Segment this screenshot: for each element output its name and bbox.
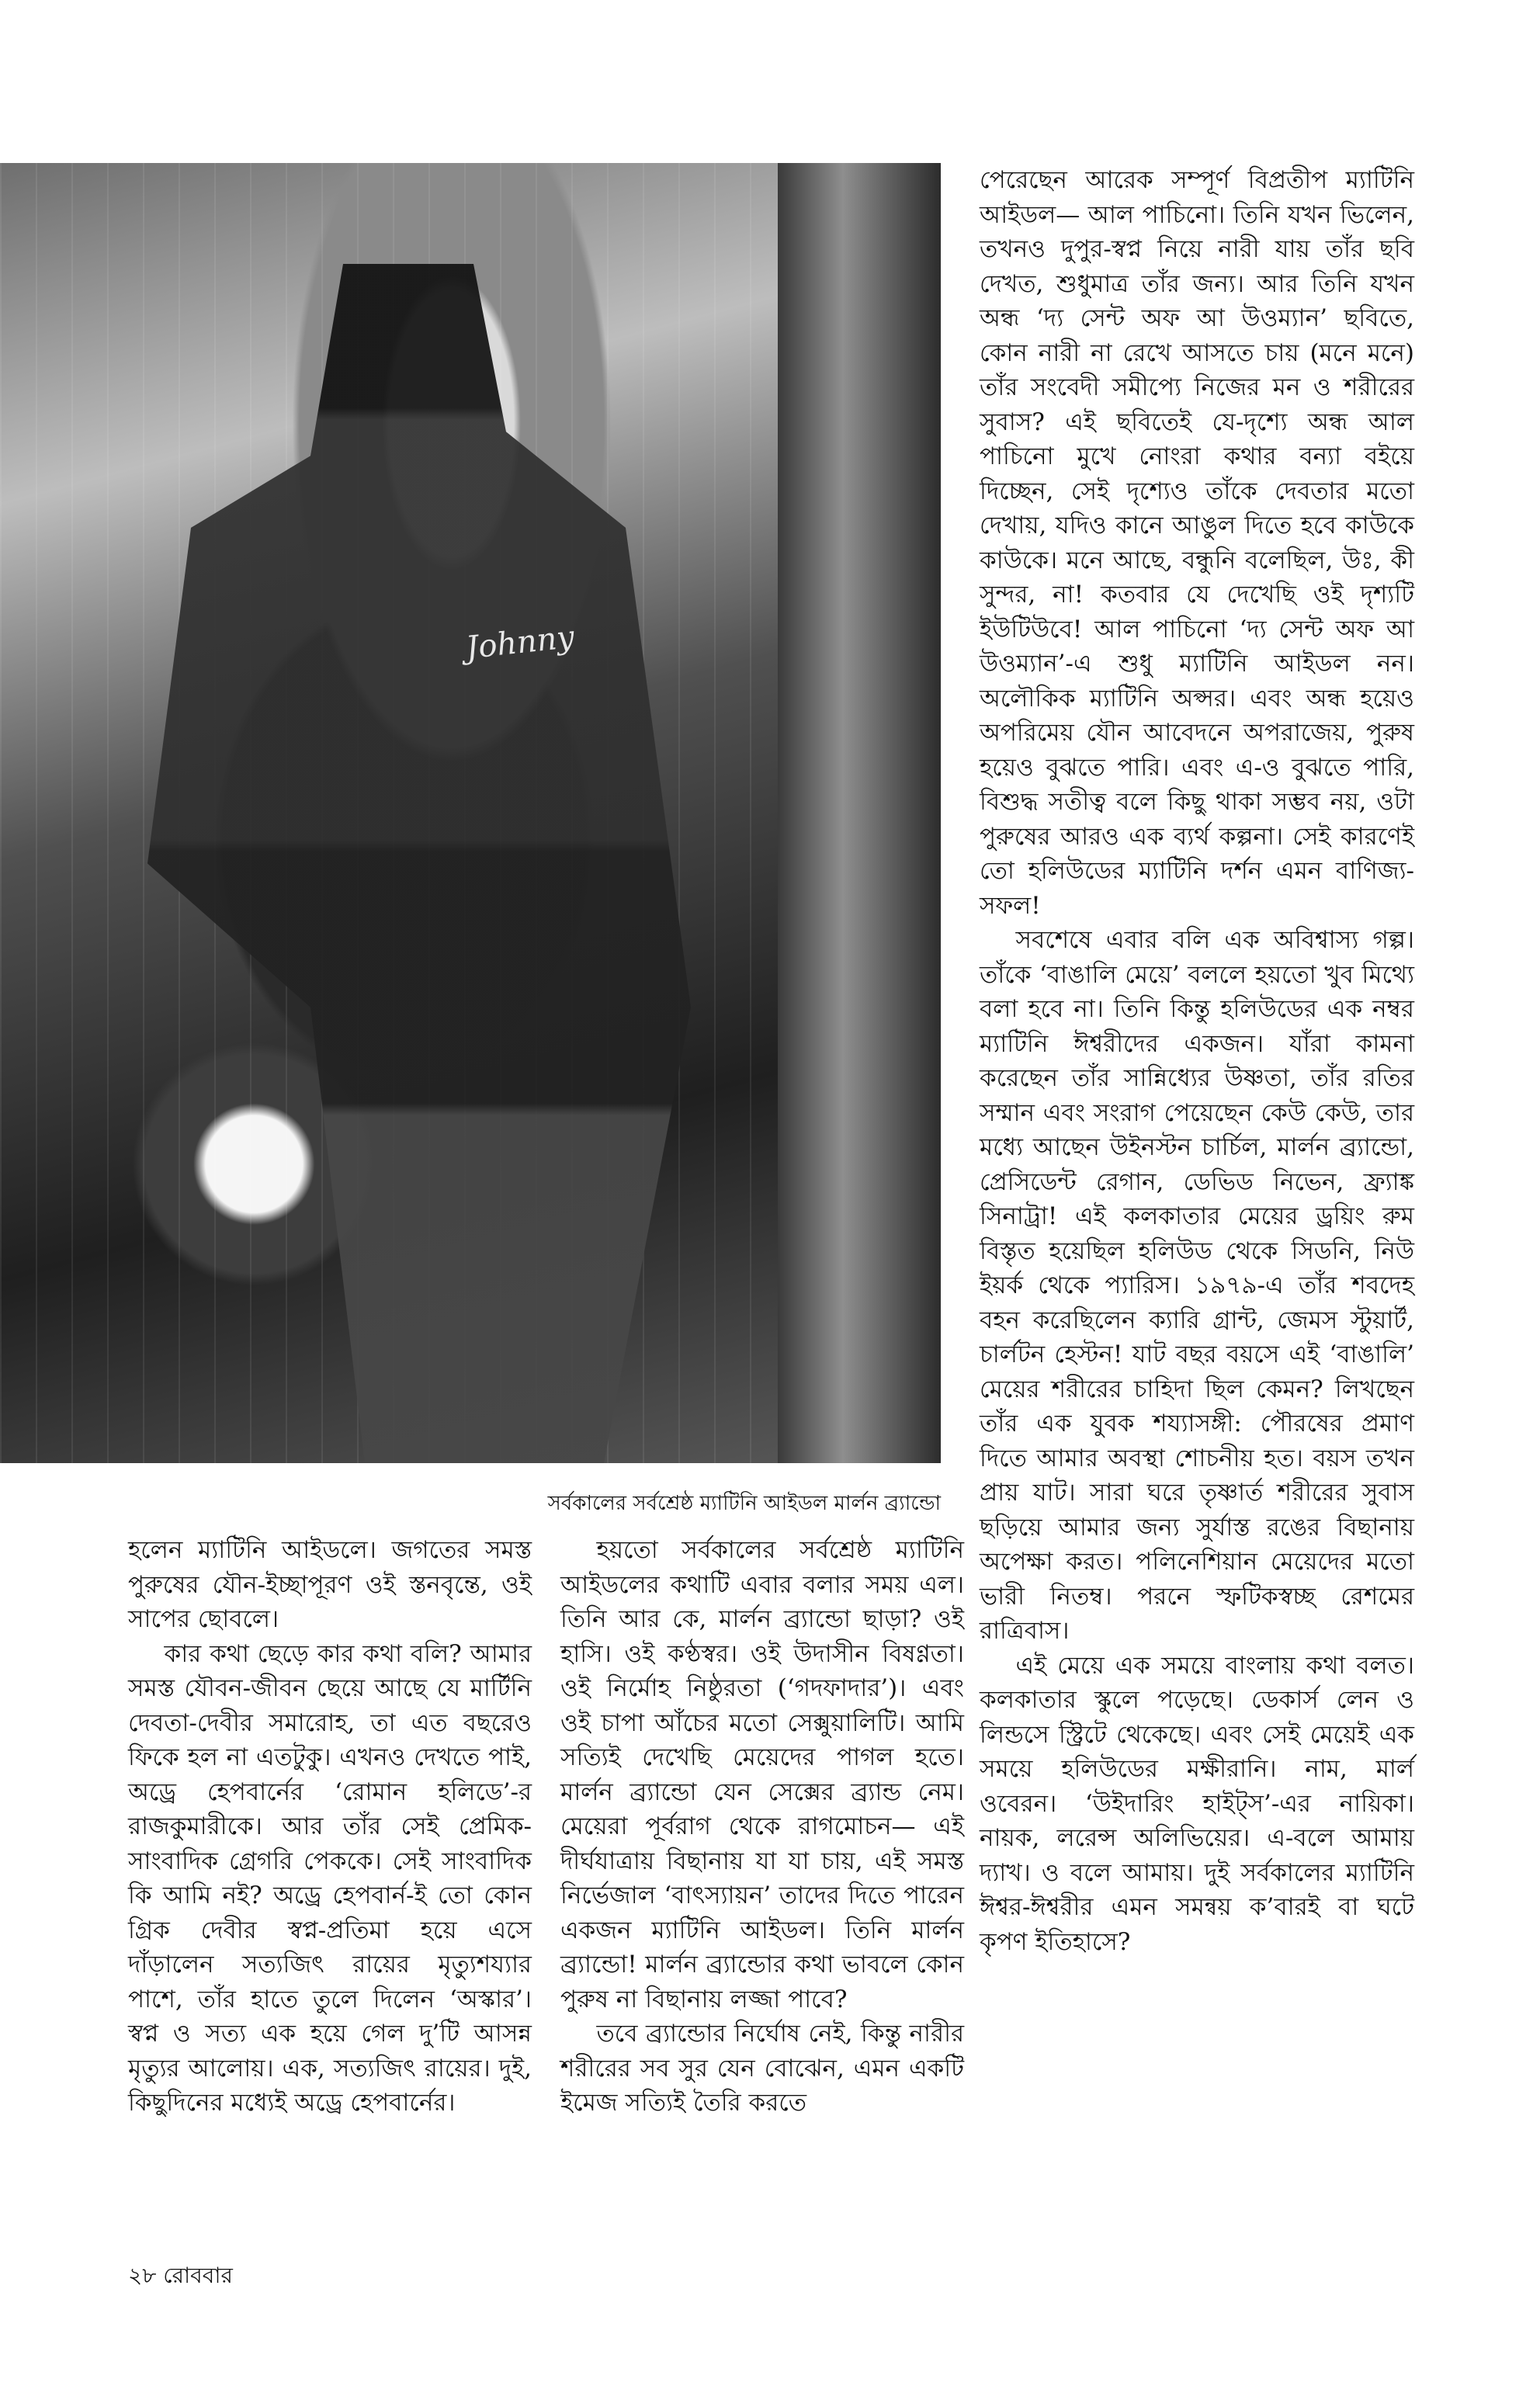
- photo-wooden-post: [778, 163, 941, 1463]
- paragraph: হলেন ম্যাটিনি আইডলে। জগতের সমস্ত পুরুষের যৌন-ইচ্ছাপূরণ ওই স্তনবৃন্তে, ওই সাপের ছোবলে।: [128, 1536, 532, 1633]
- paragraph: এই মেয়ে এক সময়ে বাংলায় কথা বলত। কলকাতার স্কুলে পড়েছে। ডেকার্স লেন ও লিন্ডসে স্ট্রিটে থেকেছে। এবং সেই মেয়েই এক সময়ে হলিউডের মক্ষীরানি। নাম, মার্ল ওবেরন। ‘উইদারিং হাইট্স’-এর নায়িকা। নায়ক, লরেন্স অলিভিয়ের। এ-বলে আমায় দ্যাখ। ও বলে আমায়। দুই সর্বকালের ম্যাটিনি ঈশ্বর-ঈশ্বরীর এমন সমন্বয় ক’বারই বা ঘটে কৃপণ ইতিহাসে?: [980, 1651, 1414, 1956]
- article-column-left: [128, 1533, 532, 2121]
- paragraph: পেরেছেন আরেক সম্পূর্ণ বিপ্রতীপ ম্যাটিনি আইডল— আল পাচিনো। তিনি যখন ভিলেন, তখনও দুপুর-স্বপ্ন নিয়ে নারী যায় তাঁর ছবি দেখত, শুধুমাত্র তাঁর জন্য। আর তিনি যখন অন্ধ ‘দ্য সেন্ট অফ আ উওম্যান’ ছবিতে, কোন নারী না রেখে আসতে চায় (মনে মনে) তাঁর সংবেদী সমীপ্যে নিজের মন ও শরীরের সুবাস? এই ছবিতেই যে-দৃশ্যে অন্ধ আল পাচিনো মুখে নোংরা কথার বন্যা বইয়ে দিচ্ছেন, সেই দৃশ্যেও তাঁকে দেবতার মতো দেখায়, যদিও কানে আঙুল দিতে হবে কাউকে কাউকে। মনে আছে, বন্ধুনি বলেছিল, উঃ, কী সুন্দর, না! কতবার যে দেখেছি ওই দৃশ্যটি ইউটিউবে! আল পাচিনো ‘দ্য সেন্ট অফ আ উওম্যান’-এ শুধু ম্যাটিনি আইডল নন। অলৌকিক ম্যাটিনি অপ্সর। এবং অন্ধ হয়েও অপরিমেয় যৌন আবেদনে অপরাজেয়, পুরুষ হয়েও বুঝতে পারি। এবং এ-ও বুঝতে পারি, বিশুদ্ধ সতীত্ব বলে কিছু থাকা সম্ভব নয়, ওটা পুরুষের আরও এক ব্যর্থ কল্পনা। সেই কারণেই তো হলিউডের ম্যাটিনি দর্শন এমন বাণিজ্য-সফল!: [980, 166, 1414, 920]
- photo-jacket-text: Johnny: [463, 619, 577, 667]
- paragraph: তবে ব্র্যান্ডোর নির্ঘোষ নেই, কিন্তু নারীর শরীরের সব সুর যেন বোঝেন, এমন একটি ইমেজ সত্যিই তৈরি করতে: [560, 2020, 964, 2117]
- paragraph: হয়তো সর্বকালের সর্বশ্রেষ্ঠ ম্যাটিনি আইডলের কথাটি এবার বলার সময় এল। তিনি আর কে, মার্লন ব্র্যান্ডো ছাড়া? ওই হাসি। ওই কণ্ঠস্বর। ওই উদাসীন বিষণ্ণতা। ওই নির্মোহ নিষ্ঠুরতা (‘গদফাদার’)। এবং ওই চাপা আঁচের মতো সেক্সুয়ালিটি। আমি সত্যিই দেখেছি মেয়েদের পাগল হতে। মার্লন ব্র্যান্ডো যেন সেক্সের ব্র্যান্ড নেম। মেয়েরা পূর্বরাগ থেকে রাগমোচন— এই দীর্ঘযাত্রায় বিছানায় যা যা চায়, এই সমস্ত নির্ভেজাল ‘বাৎস্যায়ন’ তাদের দিতে পারেন একজন ম্যাটিনি আইডল। তিনি মার্লন ব্র্যান্ডো! মার্লন ব্র্যান্ডোর কথা ভাবলে কোন পুরুষ না বিছানায় লজ্জা পাবে?: [560, 1536, 964, 2013]
- article-column-middle: [560, 1533, 964, 2121]
- photo-marlon-brando: [0, 163, 941, 1463]
- magazine-name: রোববার: [163, 2263, 233, 2288]
- photo-caption: সর্বকালের সর্বশ্রেষ্ঠ ম্যাটিনি আইডল মার্লন ব্র্যান্ডো: [547, 1492, 941, 1515]
- photo-figure-silhouette: [147, 264, 691, 1463]
- article-column-right: [980, 163, 1414, 1959]
- page-footer: [128, 2259, 233, 2295]
- paragraph: কার কথা ছেড়ে কার কথা বলি? আমার সমস্ত যৌবন-জীবন ছেয়ে আছে যে মার্টিনি দেবতা-দেবীর সমারোহ, তা এত বছরেও ফিকে হল না এতটুকু। এখনও দেখতে পাই, অড্রে হেপবার্নের ‘রোমান হলিডে’-র রাজকুমারীকে। আর তাঁর সেই প্রেমিক-সাংবাদিক গ্রেগরি পেককে। সেই সাংবাদিক কি আমি নই? অড্রে হেপবার্ন-ই তো কোন গ্রিক দেবীর স্বপ্ন-প্রতিমা হয়ে এসে দাঁড়ালেন সত্যজিৎ রায়ের মৃত্যুশয্যার পাশে, তাঁর হাতে তুলে দিলেন ‘অস্কার’। স্বপ্ন ও সত্য এক হয়ে গেল দু’টি আসন্ন মৃত্যুর আলোয়। এক, সত্যজিৎ রায়ের। দুই, কিছুদিনের মধ্যেই অড্রে হেপবার্নের।: [128, 1639, 532, 2117]
- page-number: ২৮: [128, 2263, 157, 2288]
- paragraph: সবশেষে এবার বলি এক অবিশ্বাস্য গল্প। তাঁকে ‘বাঙালি মেয়ে’ বললে হয়তো খুব মিথ্যে বলা হবে না। তিনি কিন্তু হলিউডের এক নম্বর ম্যাটিনি ঈশ্বরীদের একজন। যাঁরা কামনা করেছেন তাঁর সান্নিধ্যের উষ্ণতা, তাঁর রতির সম্মান এবং সংরাগ পেয়েছেন কেউ কেউ, তার মধ্যে আছেন উইনস্টন চার্চিল, মার্লন ব্র্যান্ডো, প্রেসিডেন্ট রেগান, ডেভিড নিভেন, ফ্র্যাঙ্ক সিনাট্রা! এই কলকাতার মেয়ের ড্রয়িং রুম বিস্তৃত হয়েছিল হলিউড থেকে সিডনি, নিউ ইয়র্ক থেকে প্যারিস। ১৯৭৯-এ তাঁর শবদেহ বহন করেছিলেন ক্যারি গ্রান্ট, জেমস স্টুয়ার্ট, চার্লটন হেস্টন! যাট বছর বয়সে এই ‘বাঙালি’ মেয়ের শরীরের চাহিদা ছিল কেমন? লিখছেন তাঁর এক যুবক শয্যাসঙ্গী: পৌরষের প্রমাণ দিতে আমার অবস্থা শোচনীয় হত। বয়স তখন প্রায় যাট। সারা ঘরে তৃষ্ণার্ত শরীরের সুবাস ছড়িয়ে আমার জন্য সুর্যাস্ত রঙের বিছানায় অপেক্ষা করত। পলিনেশিয়ান মেয়েদের মতো ভারী নিতম্ব। পরনে স্ফটিকস্বচ্ছ রেশমের রাত্রিবাস।: [980, 926, 1414, 1645]
